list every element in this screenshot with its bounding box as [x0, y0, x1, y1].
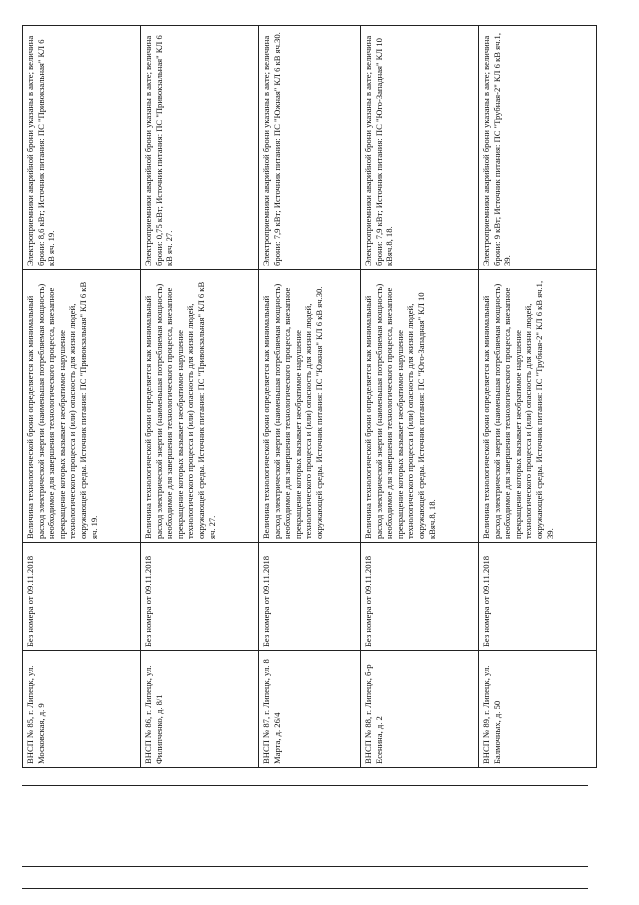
technological-backup-cell: Величина технологической брони определяется как минимальный расход электрической энергии (наименьшая потребляемая мощность) необходимое для завершения технологического процесса, внезапное прекращение которых вызывает необратимое нарушение технологического процесса и (или) опасность для жизни людей, окружающей среды. Источник питания: ПС "Южная" КЛ 6 кВ яч.30.	[258, 270, 360, 543]
emergency-backup-cell: Электроприемники аварийной брони указаны в акте; величина брони: 9 кВт; Источник питания: ПС "Трубная-2" КЛ 6 кВ яч.1, 39.	[479, 26, 597, 270]
table-row	[361, 26, 479, 768]
document-cell: Без номера от 09.11.2018	[361, 543, 479, 651]
object-cell: ВНСП № 89, г. Липецк, ул. Балмочных, д. 50	[479, 651, 597, 768]
object-cell: ВНСП № 86, г. Липецк, ул. Филипченко, д. 8/1	[140, 651, 258, 768]
table-row	[23, 26, 141, 768]
emergency-backup-cell: Электроприемники аварийной брони указаны в акте; величина брони: 7,9 кВт; Источник питания: ПС "Юго-Западная" КЛ 10 кВяч.8, 18.	[361, 26, 479, 270]
technological-backup-cell: Величина технологической брони определяется как минимальный расход электрической энергии (наименьшая потребляемая мощность) необходимое для завершения технологического процесса, внезапное прекращение которых вызывает необратимое нарушение технологического процесса и (или) опасность для жизни людей, окружающей среды. Источник питания: ПС "Привокзальная" КЛ 6 кВ яч. 19.	[23, 270, 141, 543]
object-cell: ВНСП № 87, г. Липецк, ул. 8 Марта, д. 26/4	[258, 651, 360, 768]
backup-power-table	[22, 25, 597, 768]
document-cell: Без номера от 09.11.2018	[140, 543, 258, 651]
bottom-rule	[22, 785, 588, 786]
document-cell: Без номера от 09.11.2018	[23, 543, 141, 651]
object-cell: ВНСП № 85, г. Липецк, ул. Московская, д. 9	[23, 651, 141, 768]
technological-backup-cell: Величина технологической брони определяется как минимальный расход электрической энергии (наименьшая потребляемая мощность) необходимое для завершения технологического процесса, внезапное прекращение которых вызывает необратимое нарушение технологического процесса и (или) опасность для жизни людей, окружающей среды. Источник питания: ПС "Юго-Западная" КЛ 10 кВяч.8, 18.	[361, 270, 479, 543]
bottom-rule	[22, 866, 588, 867]
table-row	[140, 26, 258, 768]
document-cell: Без номера от 09.11.2018	[479, 543, 597, 651]
document-cell: Без номера от 09.11.2018	[258, 543, 360, 651]
emergency-backup-cell: Электроприемники аварийной брони указаны в акте; величина брони: 7,9 кВт; Источник питания: ПС "Южная" КЛ 6 кВ яч.30.	[258, 26, 360, 270]
bottom-rule	[22, 888, 588, 889]
object-cell: ВНСП № 88, г. Липецк, б-р Есенина, д. 2	[361, 651, 479, 768]
table-row	[258, 26, 360, 768]
emergency-backup-cell: Электроприемники аварийной брони указаны в акте; величина брони: 8,6 кВт; Источник питания: ПС "Привокзальная" КЛ 6 кВ яч. 19.	[23, 26, 141, 270]
emergency-backup-cell: Электроприемники аварийной брони указаны в акте; величина брони: 0,75 кВт; Источник питания: ПС "Привокзальная" КЛ 6 кВ яч. 27.	[140, 26, 258, 270]
technological-backup-cell: Величина технологической брони определяется как минимальный расход электрической энергии (наименьшая потребляемая мощность) необходимое для завершения технологического процесса, внезапное прекращение которых вызывает необратимое нарушение технологического процесса и (или) опасность для жизни людей, окружающей среды. Источник питания: ПС "Трубная-2" КЛ 6 кВ яч.1, 39.	[479, 270, 597, 543]
table-row	[479, 26, 597, 768]
rotated-table-container	[22, 26, 597, 768]
technological-backup-cell: Величина технологической брони определяется как минимальный расход электрической энергии (наименьшая потребляемая мощность) необходимое для завершения технологического процесса, внезапное прекращение которых вызывает необратимое нарушение технологического процесса и (или) опасность для жизни людей, окружающей среды. Источник питания: ПС "Привокзальная" КЛ 6 кВ яч. 27.	[140, 270, 258, 543]
